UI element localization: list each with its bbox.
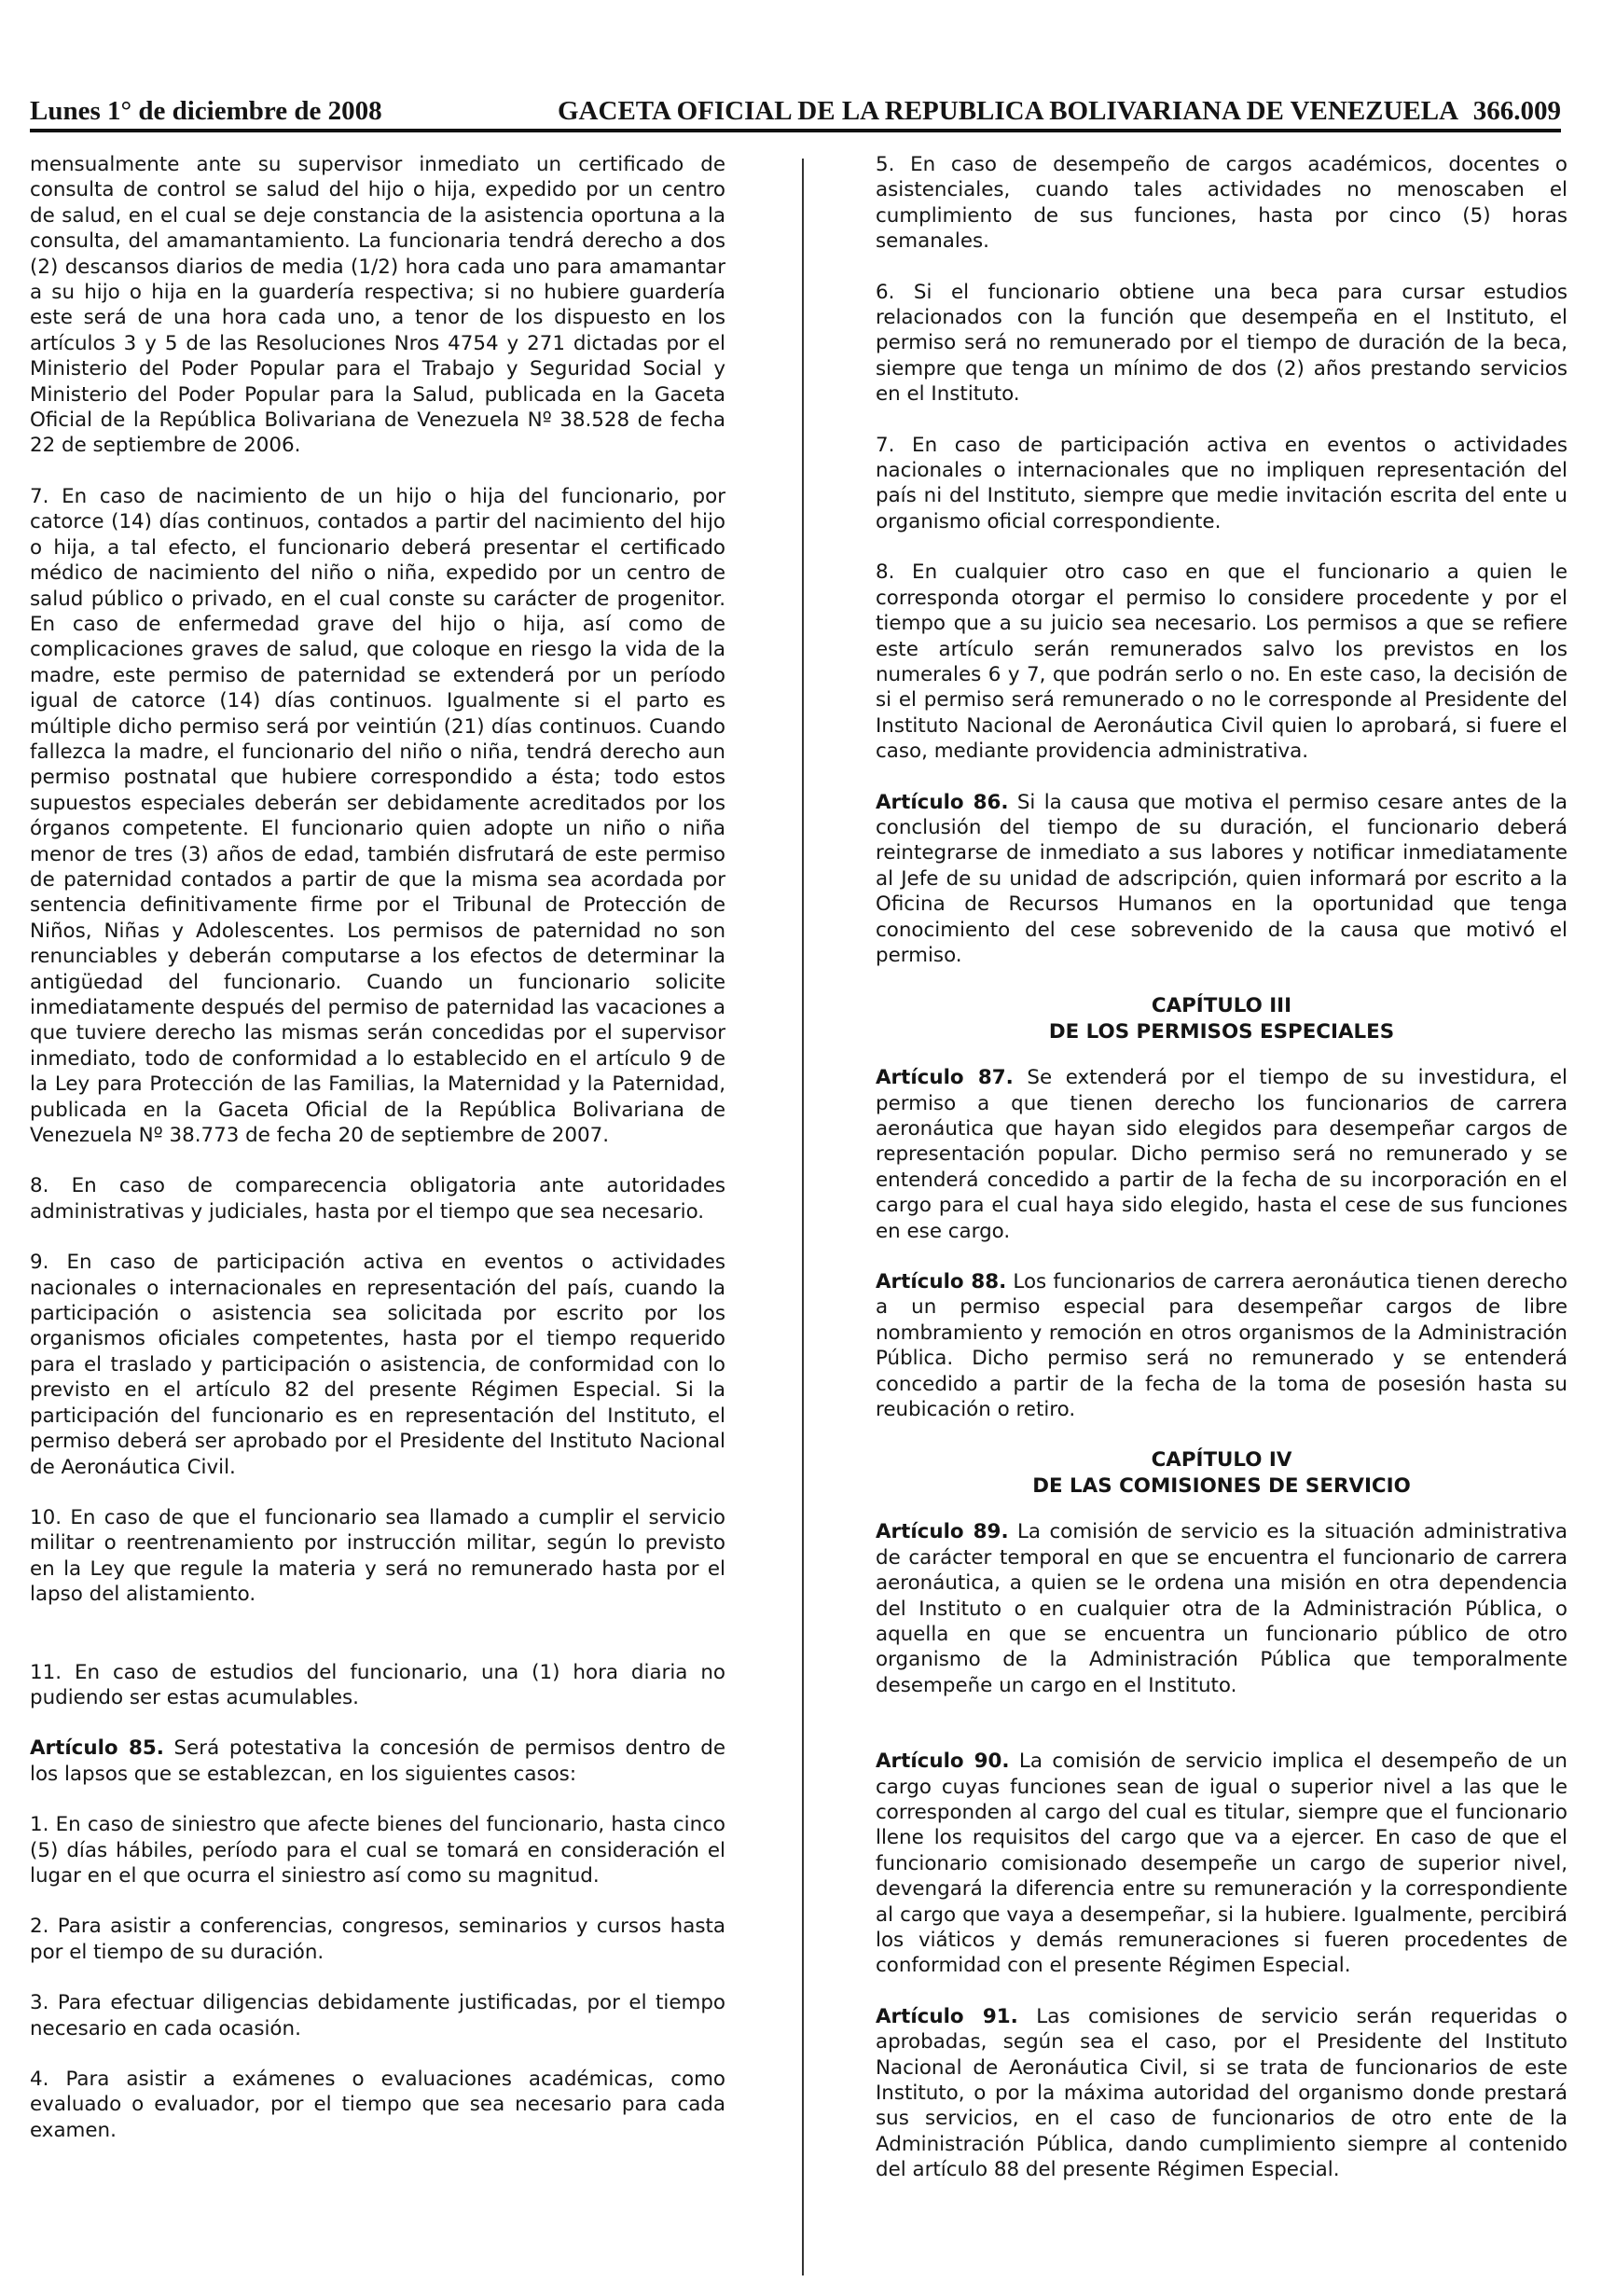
paragraph: 7. En caso de nacimiento de un hijo o hija del funcionario, por catorce (14) días continuos, contados a partir del nacimiento del hijo o hija, a tal efecto, el funcionario deberá presentar el certificado médico de nacimiento del niño o niña, expedido por un centro de salud público o privado, en el cual conste su carácter de progenitor. En caso de enfermedad grave del hijo o hija, así como de complicaciones graves de salud, que coloque en riesgo la vida de la madre, este permiso de paternidad se extenderá por un período igual de catorce (14) días continuos. Igualmente si el parto es múltiple dicho permiso será por veintiún (21) días continuos. Cuando fallezca la madre, el funcionario del niño o niña, tendrá derecho aun permiso postnatal que hubiere correspondido a ésta; todo estos supuestos especiales deberán ser debidamente acreditados por los órganos competente. El funcionario quien adopte un niño o niña menor de tres (3) años de edad, también disfrutará de este permiso de paternidad contados a partir de que la misma sea acordada por sentencia definitivamente firme por el Tribunal de Protección de Niños, Niñas y Adolescentes. Los permisos de paternidad no son renunciables y deberán computarse a los efectos de determinar la antigüedad del funcionario. Cuando un funcionario solicite inmediatamente después del permiso de paternidad las vacaciones a que tuviere derecho las mismas serán concedidas por el supervisor inmediato, todo de conformidad a lo establecido en el artículo 9 de la Ley para Protección de las Familias, la Maternidad y la Paternidad, publicada en la Gaceta Oficial de la República Bolivariana de Venezuela Nº 38.773 de fecha 20 de septiembre de 2007.: [30, 484, 725, 1148]
right-column: [876, 152, 1567, 2208]
chapter-3-heading: [876, 993, 1567, 1044]
article-text: Los funcionarios de carrera aeronáutica tienen derecho a un permiso especial para desempeñar cargos de libre nombramiento y remoción en otros organismos de la Administración Pública. Dicho permiso será no remunerado y se entenderá concedido a partir de la fecha de la toma de posesión hasta su reubicación o retiro.: [876, 1270, 1567, 1422]
article-86: [876, 790, 1567, 969]
article-label: Artículo 85.: [30, 1736, 164, 1761]
article-label: Artículo 86.: [876, 790, 1009, 814]
article-text: Se extenderá por el tiempo de su investidura, el permiso a que tienen derecho los funcionarios de carrera aeronáutica que hayan sido elegidos para desempeñar cargos de representación popular. Dicho permiso será no remunerado y se entenderá concedido a partir de la fecha de su incorporación en el cargo para el cual haya sido elegido, hasta el cese de sus funciones en ese cargo.: [876, 1066, 1567, 1243]
left-column: [30, 152, 725, 2168]
article-90: [876, 1749, 1567, 1979]
article-label: Artículo 88.: [876, 1270, 1007, 1294]
article-label: Artículo 89.: [876, 1520, 1009, 1544]
paragraph: 2. Para asistir a conferencias, congresos, seminarios y cursos hasta por el tiempo de su duración.: [30, 1915, 725, 1964]
chapter-number: CAPÍTULO III: [1151, 994, 1292, 1018]
paragraph: 3. Para efectuar diligencias debidamente justificadas, por el tiempo necesario en cada ocasión.: [30, 1991, 725, 2040]
chapter-title: DE LOS PERMISOS ESPECIALES: [1048, 1019, 1395, 1044]
paragraph: 6. Si el funcionario obtiene una beca para cursar estudios relacionados con la función que desempeña en el Instituto, el permiso será no remunerado por el tiempo de duración de la beca, siempre que tenga un mínimo de dos (2) años prestando servicios en el Instituto.: [876, 280, 1567, 407]
column-divider: [802, 159, 804, 2275]
article-text: La comisión de servicio implica el desempeño de un cargo cuyas funciones sean de igual o superior nivel a las que le corresponden al cargo del cual es titular, siempre que el funcionario llene los requisitos del cargo que va a ejercer. En caso de que el funcionario comisionado desempeñe un cargo de superior nivel, devengará la diferencia entre su remuneración y la correspondiente al cargo que vaya a desempeñar, si la hubiere. Igualmente, percibirá los viáticos y demás remuneraciones si fueren procedentes de conformidad con el presente Régimen Especial.: [876, 1750, 1567, 1978]
article-text: Será potestativa la concesión de permisos dentro de los lapsos que se establezcan, en los siguientes casos:: [30, 1736, 726, 1786]
paragraph: 9. En caso de participación activa en eventos o actividades nacionales o internacionales en representación del país, cuando la participación o asistencia sea solicitada por escrito por los organismos oficiales competentes, hasta por el tiempo requerido para el traslado y participación o asistencia, de conformidad con lo previsto en el artículo 82 del presente Régimen Especial. Si la participación del funcionario es en representación del Instituto, el permiso deberá ser aprobado por el Presidente del Instituto Nacional de Aeronáutica Civil.: [30, 1251, 725, 1479]
article-88: [876, 1269, 1567, 1422]
paragraph: 1. En caso de siniestro que afecte bienes del funcionario, hasta cinco (5) días hábiles, período para el cual se tomará en consideración el lugar en el que ocurra el siniestro así como su magnitud.: [30, 1813, 725, 1888]
chapter-title: DE LAS COMISIONES DE SERVICIO: [1032, 1473, 1411, 1498]
header-page-number: 366.009: [1472, 96, 1561, 126]
header-date: Lunes 1° de diciembre de 2008: [30, 96, 382, 126]
paragraph: mensualmente ante su supervisor inmediato un certificado de consulta de control se salud del hijo o hija, expedido por un centro de salud, en el cual se deje constancia de la asistencia oportuna a la consulta, del amamantamiento. La funcionaria tendrá derecho a dos (2) descansos diarios de media (1/2) hora cada uno para amamantar a su hijo o hija en la guardería respectiva; si no hubiere guardería este será de una hora cada uno, a tenor de los dispuesto en los artículos 3 y 5 de las Resoluciones Nros 4754 y 271 dictadas por el Ministerio del Poder Popular para el Trabajo y Seguridad Social y Ministerio del Poder Popular para la Salud, publicada en la Gaceta Oficial de la República Bolivariana de Venezuela Nº 38.528 de fecha 22 de septiembre de 2006.: [30, 153, 725, 458]
header-title: GACETA OFICIAL DE LA REPUBLICA BOLIVARIANA DE VENEZUELA: [558, 96, 1459, 126]
article-text: La comisión de servicio es la situación administrativa de carácter temporal en que se encuentra el funcionario de carrera aeronáutica, a quien se le ordena una misión en otra dependencia del Instituto o en cualquier otra de la Administración Pública, o aquella en que se encuentra un funcionario público de otro organismo de la Administración Pública que temporalmente desempeñe un cargo en el Instituto.: [876, 1520, 1567, 1697]
page-header: [30, 93, 1561, 132]
article-label: Artículo 87.: [876, 1066, 1014, 1090]
article-label: Artículo 91.: [876, 2004, 1018, 2028]
chapter-4-heading: [876, 1447, 1567, 1499]
chapter-number: CAPÍTULO IV: [1151, 1448, 1292, 1473]
paragraph: 8. En cualquier otro caso en que el funcionario a quien le corresponda otorgar el permiso lo considere procedente y por el tiempo que a su juicio sea necesario. Los permisos a que se refiere este artículo serán remunerados salvo los previstos en los numerales 6 y 7, que podrán serlo o no. En este caso, la decisión de si el permiso será remunerado o no le corresponde al Presidente del Instituto Nacional de Aeronáutica Civil quien lo aprobará, si fuere el caso, mediante providencia administrativa.: [876, 560, 1567, 764]
article-text: Las comisiones de servicio serán requeridas o aprobadas, según sea el caso, por el Presidente del Instituto Nacional de Aeronáutica Civil, si se trata de funcionarios de este Instituto, o por la máxima autoridad del organismo donde prestará sus servicios, en el caso de funcionarios de otro ente de la Administración Pública, dando cumplimiento siempre al contenido del artículo 88 del presente Régimen Especial.: [876, 2004, 1567, 2182]
paragraph: 7. En caso de participación activa en eventos o actividades nacionales o internacionales que no impliquen representación del país ni del Instituto, siempre que medie invitación escrita del ente u organismo oficial correspondiente.: [876, 433, 1567, 533]
paragraph: 8. En caso de comparecencia obligatoria ante autoridades administrativas y judiciales, hasta por el tiempo que sea necesario.: [30, 1174, 725, 1224]
paragraph: 10. En caso de que el funcionario sea llamado a cumplir el servicio militar o reentrenamiento por instrucción militar, según lo previsto en la Ley que regule la materia y será no remunerado hasta por el lapso del alistamiento.: [30, 1505, 725, 1607]
paragraph: 4. Para asistir a exámenes o evaluaciones académicas, como evaluado o evaluador, por el tiempo que sea necesario para cada examen.: [30, 2068, 725, 2142]
article-87: [876, 1065, 1567, 1244]
article-91: [876, 2004, 1567, 2183]
article-text: Si la causa que motiva el permiso cesare antes de la conclusión del tiempo de su duración, el funcionario deberá reintegrarse de inmediato a sus labores y notificar inmediatamente al Jefe de su unidad de adscripción, quien informará por escrito a la Oficina de Recursos Humanos en la oportunidad que tenga conocimiento del cese sobrevenido de la causa que motivó el permiso.: [876, 790, 1568, 967]
article-85: [30, 1736, 725, 1787]
paragraph: 5. En caso de desempeño de cargos académicos, docentes o asistenciales, cuando tales actividades no menoscaben el cumplimiento de sus funciones, hasta por cinco (5) horas semanales.: [876, 153, 1567, 254]
article-label: Artículo 90.: [876, 1750, 1010, 1774]
paragraph: 11. En caso de estudios del funcionario, una (1) hora diaria no pudiendo ser estas acumulables.: [30, 1660, 725, 1709]
article-89: [876, 1519, 1567, 1698]
